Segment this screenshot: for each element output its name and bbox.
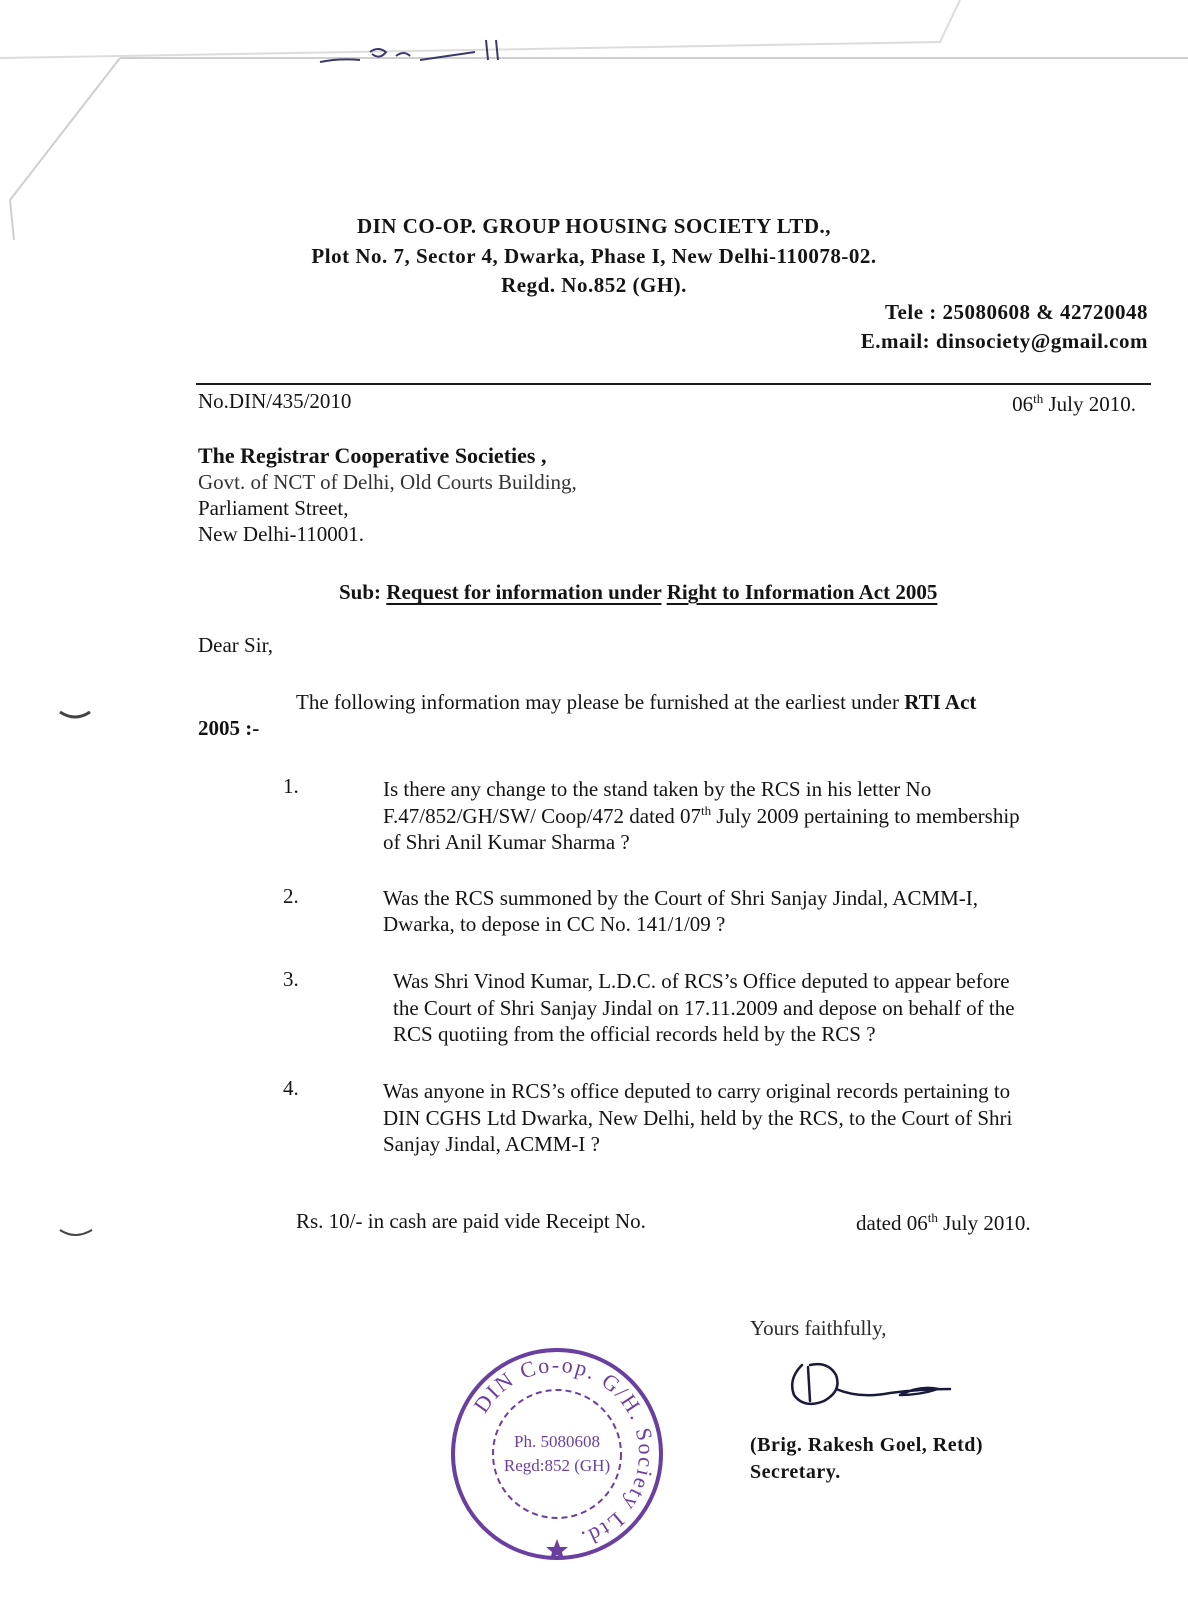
header-divider: [196, 383, 1151, 385]
society-email: E.mail: dinsociety@gmail.com: [860, 329, 1148, 353]
item-text-line: Is there any change to the stand taken by the RCS in his letter No: [383, 777, 932, 801]
item-text-line: Was anyone in RCS’s office deputed to carry original records pertaining to: [383, 1079, 1011, 1103]
salutation: Dear Sir,: [198, 633, 273, 657]
item-text-line: of Shri Anil Kumar Sharma ?: [383, 830, 630, 854]
letter-date: 06th July 2010.: [1012, 391, 1136, 416]
subject-part-2: Right to Information Act 2005: [666, 580, 938, 604]
stamp-regd: Regd:852 (GH): [503, 1456, 611, 1475]
item-number: 1.: [283, 774, 299, 798]
payment-date: dated 06th July 2010.: [856, 1210, 1031, 1235]
item-number: 4.: [283, 1076, 299, 1100]
signatory-name: (Brig. Rakesh Goel, Retd): [750, 1434, 984, 1456]
society-name: DIN CO-OP. GROUP HOUSING SOCIETY LTD.,: [356, 214, 832, 238]
handwritten-signature: [780, 1355, 960, 1415]
payment-note: Rs. 10/- in cash are paid vide Receipt No.: [296, 1209, 646, 1233]
society-registration: Regd. No.852 (GH).: [501, 273, 687, 297]
society-address: Plot No. 7, Sector 4, Dwarka, Phase I, New Delhi-110078-02.: [311, 244, 877, 268]
reference-number: No.DIN/435/2010: [198, 389, 352, 413]
item-number: 2.: [283, 884, 299, 908]
item-text-line: RCS quotiing from the official records held by the RCS ?: [393, 1022, 876, 1046]
valediction: Yours faithfully,: [750, 1316, 887, 1340]
item-text-line: Dwarka, to depose in CC No. 141/1/09 ?: [383, 912, 726, 936]
item-text-line: the Court of Shri Sanjay Jindal on 17.11.2009 and depose on behalf of the: [393, 996, 1015, 1020]
recipient-title: The Registrar Cooperative Societies ,: [198, 443, 547, 468]
item-text-line: Was Shri Vinod Kumar, L.D.C. of RCS’s Office deputed to appear before: [393, 969, 1010, 993]
item-text-line: DIN CGHS Ltd Dwarka, New Delhi, held by the RCS, to the Court of Shri: [383, 1106, 1013, 1130]
subject-line: [339, 580, 937, 605]
signatory-title: Secretary.: [750, 1461, 841, 1483]
item-text-line: Was the RCS summoned by the Court of Shri Sanjay Jindal, ACMM-I,: [383, 886, 979, 910]
subject-part-1: Request for information under: [386, 580, 662, 604]
intro-paragraph: The following information may please be furnished at the earliest under RTI Act: [296, 690, 977, 714]
item-number: 3.: [283, 967, 299, 991]
stamp-outer-text: DIN Co-op. G/H. Society Ltd.: [468, 1351, 660, 1553]
recipient-address-line: New Delhi-110001.: [198, 522, 365, 546]
subject-prefix: Sub:: [339, 580, 382, 604]
society-stamp: [446, 1343, 668, 1565]
handwritten-note-top: [300, 30, 500, 70]
intro-continuation: 2005 :-: [198, 716, 260, 740]
recipient-address-line: Parliament Street,: [198, 496, 349, 520]
item-text-line: F.47/852/GH/SW/ Coop/472 dated 07th July 2009 pertaining to membership: [383, 803, 1020, 828]
recipient-address-line: Govt. of NCT of Delhi, Old Courts Building,: [198, 470, 577, 494]
society-telephone: Tele : 25080608 & 42720048: [884, 300, 1148, 324]
stamp-phone: Ph. 5080608: [514, 1432, 600, 1451]
item-text-line: Sanjay Jindal, ACMM-I ?: [383, 1132, 600, 1156]
